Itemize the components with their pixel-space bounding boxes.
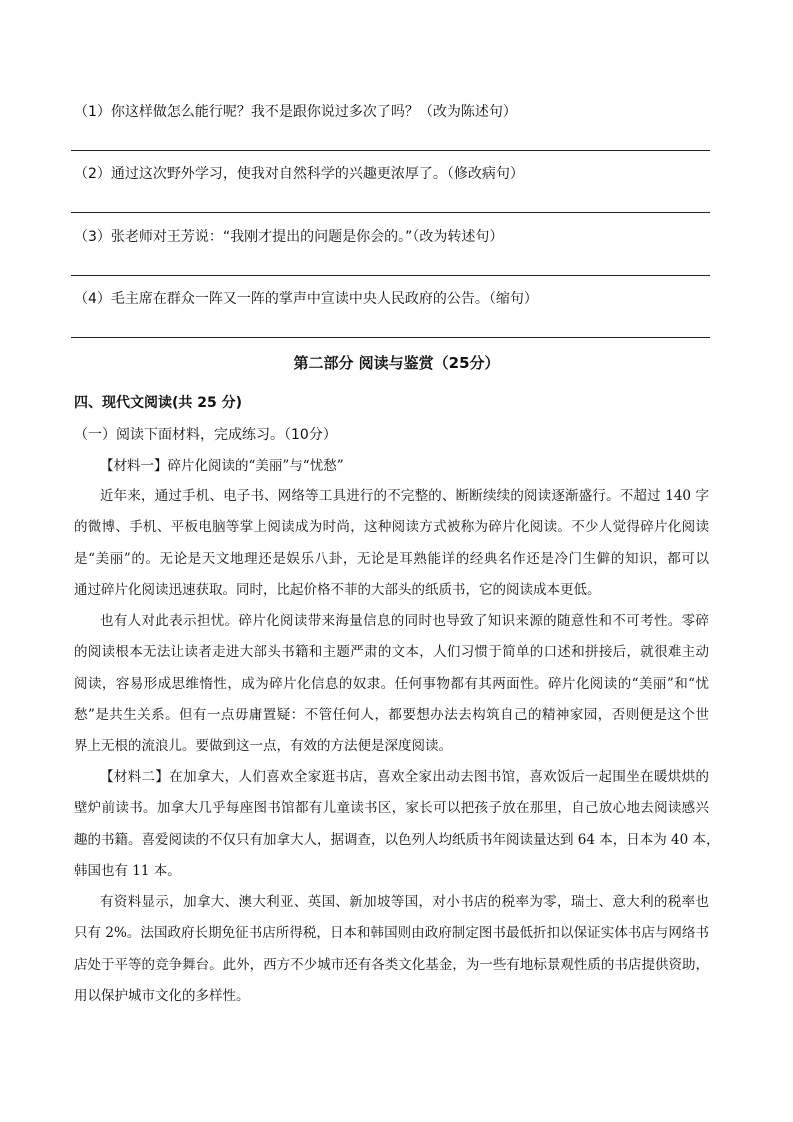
paragraph-1-line: 的微博、手机、平板电脑等掌上阅读成为时尚，这种阅读方式被称为碎片化阅读。不少人觉得碎片化阅读 [74,519,709,535]
paragraph-2-line: 也有人对此表示担忧。碎片化阅读带来海量信息的同时也导致了知识来源的随意性和不可考性。零碎 [100,613,709,629]
paragraph-2-line: 的阅读根本无法让读者走进大部头书籍和主题严肃的文本，人们习惯于简单的口述和拼接后，就很难主动 [74,644,709,660]
answer-line-4[interactable] [71,337,710,338]
paragraph-4-line: 店处于平等的竞争舞台。此外，西方不少城市还有各类文化基金，为一些有地标景观性质的书店提供资助， [74,957,709,973]
paragraph-2-line: 界上无根的流浪儿。要做到这一点，有效的方法便是深度阅读。 [74,738,452,754]
answer-line-2[interactable] [71,212,710,213]
question-2: （2）通过这次野外学习，使我对自然科学的兴趣更浓厚了。（修改病句） [74,166,524,182]
paragraph-3-line: 趣的书籍。喜爱阅读的不仅只有加拿大人，据调查，以色列人均纸质书年阅读量达到 64 本，日本为 40 本， [74,832,720,848]
paragraph-4-line: 有资料显示，加拿大、澳大利亚、英国、新加坡等国，对小书店的税率为零，瑞士、意大利的税率也 [100,894,709,910]
paragraph-1-line: 通过碎片化阅读迅速获取。同时，比起价格不菲的大部头的纸质书，它的阅读成本更低。 [74,582,601,598]
question-3: （3）张老师对王芳说：“我刚才提出的问题是你会的。”（改为转述句） [74,229,504,245]
paragraph-3-line: 壁炉前读书。加拿大几乎每座图书馆都有儿童读书区，家长可以把孩子放在那里，自己放心地去阅读感兴 [74,800,709,816]
answer-line-3[interactable] [71,275,710,276]
paragraph-1-line: 是“美丽”的。无论是天文地理还是娱乐八卦，无论是耳熟能详的经典名作还是冷门生僻的知识，都可以 [74,551,709,567]
answer-line-1[interactable] [71,150,710,151]
paragraph-4-line: 只有 2%。法国政府长期免征书店所得税，日本和韩国则由政府制定图书最低折扣以保证实体书店与网络书 [74,925,709,941]
question-4: （4）毛主席在群众一阵又一阵的掌声中宣读中央人民政府的公告。（缩句） [74,291,538,307]
paragraph-2-line: 阅读，容易形成思维惰性，成为碎片化信息的奴隶。任何事物都有其两面性。碎片化阅读的“美丽”和“忧 [74,676,709,692]
paragraph-4-line: 用以保护城市文化的多样性。 [74,988,250,1004]
paragraph-2-line: 愁”是共生关系。但有一点毋庸置疑：不管任何人，都要想办法去构筑自己的精神家园，否则便是这个世 [74,707,709,723]
paragraph-1-line: 近年来，通过手机、电子书、网络等工具进行的不完整的、断断续续的阅读逐渐盛行。不超过 140 字 [100,488,709,504]
subsection-heading: （一）阅读下面材料，完成练习。（10分） [74,427,337,443]
part-title: 第二部分 阅读与鉴赏（25分） [293,354,500,372]
paragraph-3-line: 【材料二】在加拿大，人们喜欢全家逛书店，喜欢全家出动去图书馆，喜欢饭后一起围坐在暖烘烘的 [100,769,709,785]
section-heading: 四、现代文阅读(共 25 分) [74,395,243,411]
material1-title: 【材料一】碎片化阅读的“美丽”与“忧愁” [100,458,344,474]
paragraph-3-line: 韩国也有 11 本。 [74,863,181,879]
question-1: （1）你这样做怎么能行呢？我不是跟你说过多次了吗？（改为陈述句） [74,104,517,120]
